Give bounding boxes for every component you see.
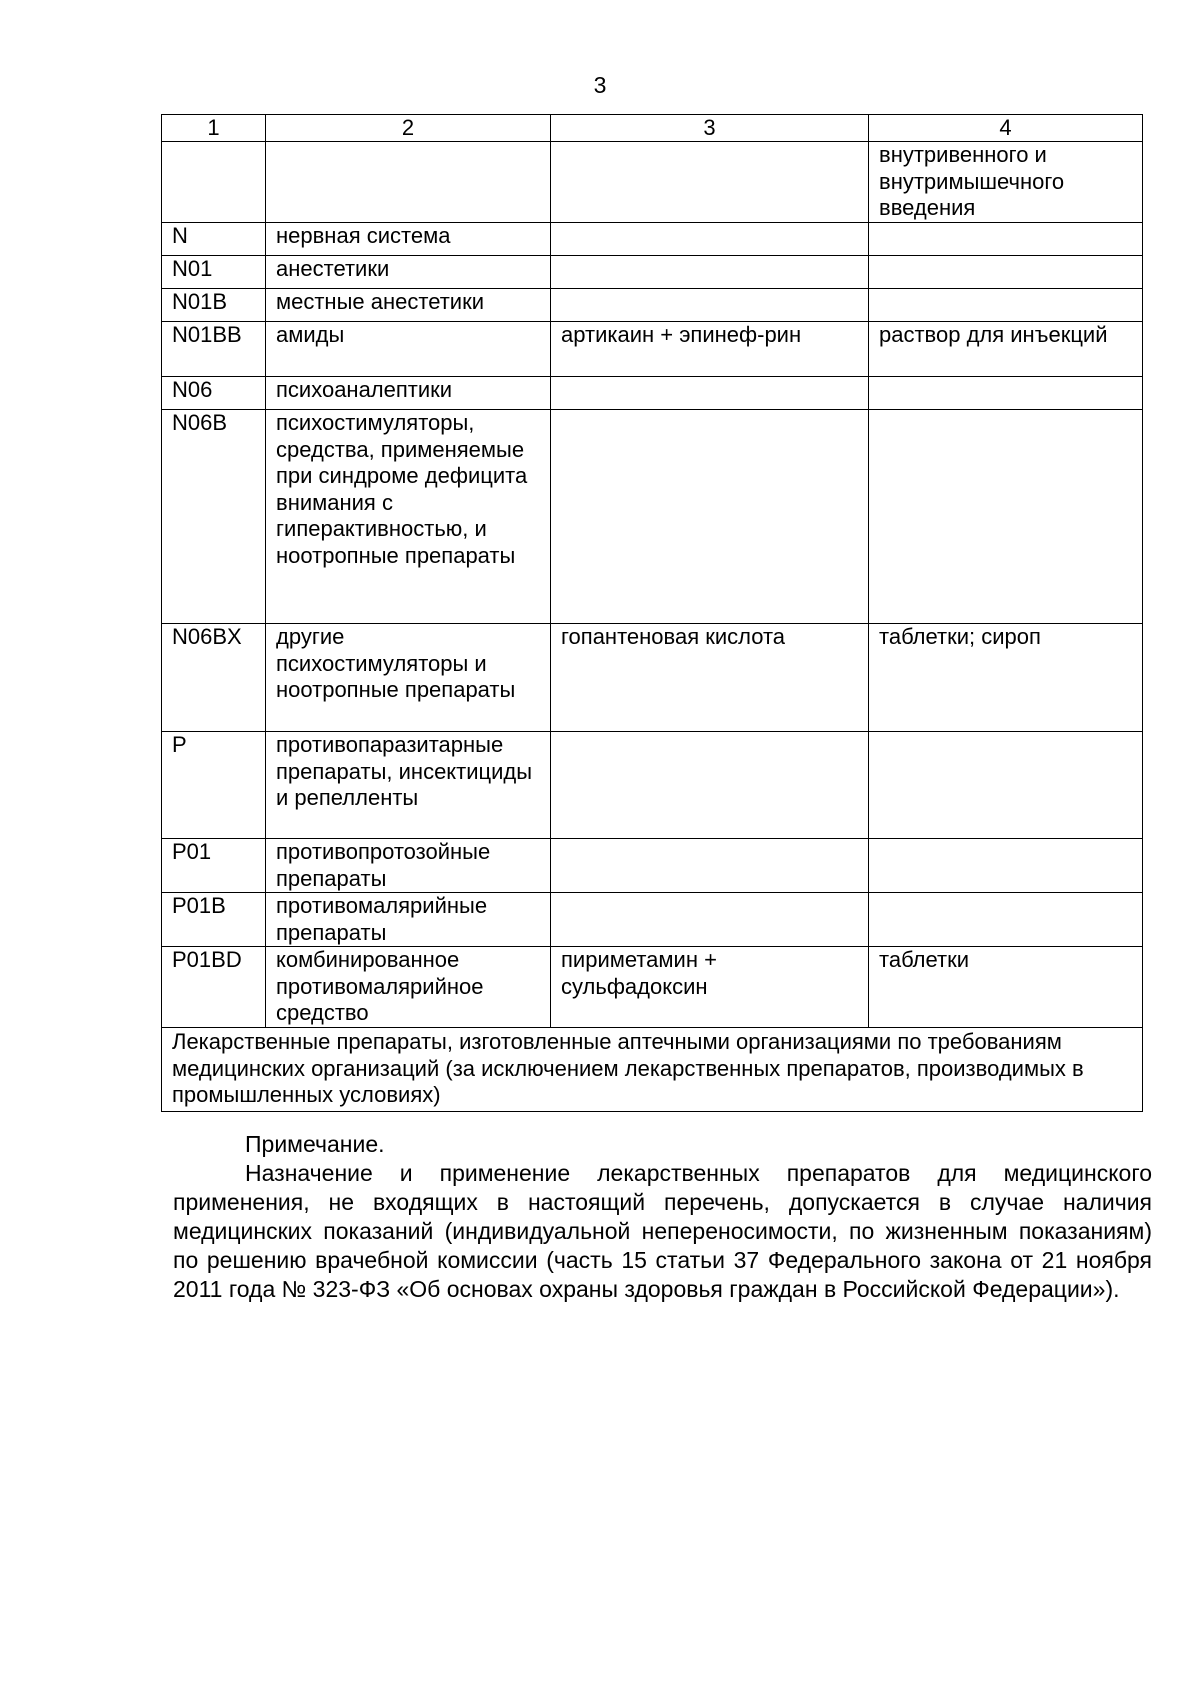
note-section — [173, 1130, 1152, 1304]
dosage-form-cell: таблетки — [869, 947, 1143, 1028]
atc-code-cell: P01 — [162, 839, 266, 893]
drug-name-cell — [551, 142, 869, 223]
drug-name-cell — [551, 289, 869, 322]
table-row — [162, 624, 1143, 732]
drug-name-cell — [551, 256, 869, 289]
column-header: 4 — [869, 115, 1143, 142]
table-row — [162, 732, 1143, 839]
dosage-form-cell — [869, 377, 1143, 410]
table-row — [162, 839, 1143, 893]
atc-name-cell: амиды — [266, 322, 551, 377]
drug-table — [161, 114, 1143, 1112]
page-number: 3 — [593, 72, 607, 98]
table-row — [162, 322, 1143, 377]
atc-code-cell: N06BX — [162, 624, 266, 732]
table-row — [162, 410, 1143, 624]
atc-name-cell: противомалярийные препараты — [266, 893, 551, 947]
dosage-form-cell: таблетки; сироп — [869, 624, 1143, 732]
atc-name-cell: местные анестетики — [266, 289, 551, 322]
dosage-form-cell — [869, 223, 1143, 256]
drug-name-cell — [551, 732, 869, 839]
atc-code-cell: N01 — [162, 256, 266, 289]
drug-name-cell: артикаин + эпинеф-рин — [551, 322, 869, 377]
table-row — [162, 377, 1143, 410]
table-row — [162, 256, 1143, 289]
atc-code-cell: P01BD — [162, 947, 266, 1028]
table-row — [162, 223, 1143, 256]
drug-name-cell: гопантеновая кислота — [551, 624, 869, 732]
drug-name-cell: пириметамин + сульфадоксин — [551, 947, 869, 1028]
atc-name-cell: психоаналептики — [266, 377, 551, 410]
drug-name-cell — [551, 410, 869, 624]
dosage-form-cell — [869, 839, 1143, 893]
dosage-form-cell — [869, 732, 1143, 839]
table-row — [162, 947, 1143, 1028]
column-header: 2 — [266, 115, 551, 142]
note-title: Примечание. — [245, 1131, 385, 1157]
table-header-row — [162, 115, 1143, 142]
table-row — [162, 893, 1143, 947]
dosage-form-cell — [869, 256, 1143, 289]
drug-name-cell — [551, 839, 869, 893]
table-row — [162, 289, 1143, 322]
atc-name-cell: комбинированное противомалярийное средство — [266, 947, 551, 1028]
atc-name-cell: психостимуляторы, средства, применяемые при синдроме дефицита внимания с гиперактивностью, и ноотропные препараты — [266, 410, 551, 624]
atc-name-cell: противопротозойные препараты — [266, 839, 551, 893]
atc-code-cell: N06B — [162, 410, 266, 624]
note-text: Назначение и применение лекарственных препаратов для медицинского применения, не входящих в настоящий перечень, допускается в случае наличия медицинских показаний (индивидуальной непереносимости, по жизненным показаниям) по решению врачебной комиссии (часть 15 статьи 37 Федерального закона от 21 ноября 2011 года № 323-ФЗ «Об основах охраны здоровья граждан в Российской Федерации»). — [173, 1160, 1152, 1302]
column-header: 3 — [551, 115, 869, 142]
dosage-form-cell — [869, 893, 1143, 947]
dosage-form-cell: внутривенного и внутримышечного введения — [869, 142, 1143, 223]
dosage-form-cell — [869, 410, 1143, 624]
atc-code-cell: P01B — [162, 893, 266, 947]
drug-name-cell — [551, 893, 869, 947]
table-footer-row — [162, 1028, 1143, 1112]
atc-name-cell: другие психостимуляторы и ноотропные препараты — [266, 624, 551, 732]
atc-code-cell: N01BB — [162, 322, 266, 377]
atc-code-cell: P — [162, 732, 266, 839]
table-row — [162, 142, 1143, 223]
drug-name-cell — [551, 223, 869, 256]
atc-name-cell: противопаразитарные препараты, инсектициды и репелленты — [266, 732, 551, 839]
drug-name-cell — [551, 377, 869, 410]
column-header: 1 — [162, 115, 266, 142]
dosage-form-cell: раствор для инъекций — [869, 322, 1143, 377]
atc-code-cell — [162, 142, 266, 223]
atc-name-cell: анестетики — [266, 256, 551, 289]
compounded-drugs-cell: Лекарственные препараты, изготовленные аптечными организациями по требованиям медицинских организаций (за исключением лекарственных препаратов, производимых в промышленных условиях) — [162, 1028, 1143, 1112]
atc-code-cell: N01B — [162, 289, 266, 322]
atc-name-cell: нервная система — [266, 223, 551, 256]
atc-code-cell: N — [162, 223, 266, 256]
atc-name-cell — [266, 142, 551, 223]
atc-code-cell: N06 — [162, 377, 266, 410]
dosage-form-cell — [869, 289, 1143, 322]
